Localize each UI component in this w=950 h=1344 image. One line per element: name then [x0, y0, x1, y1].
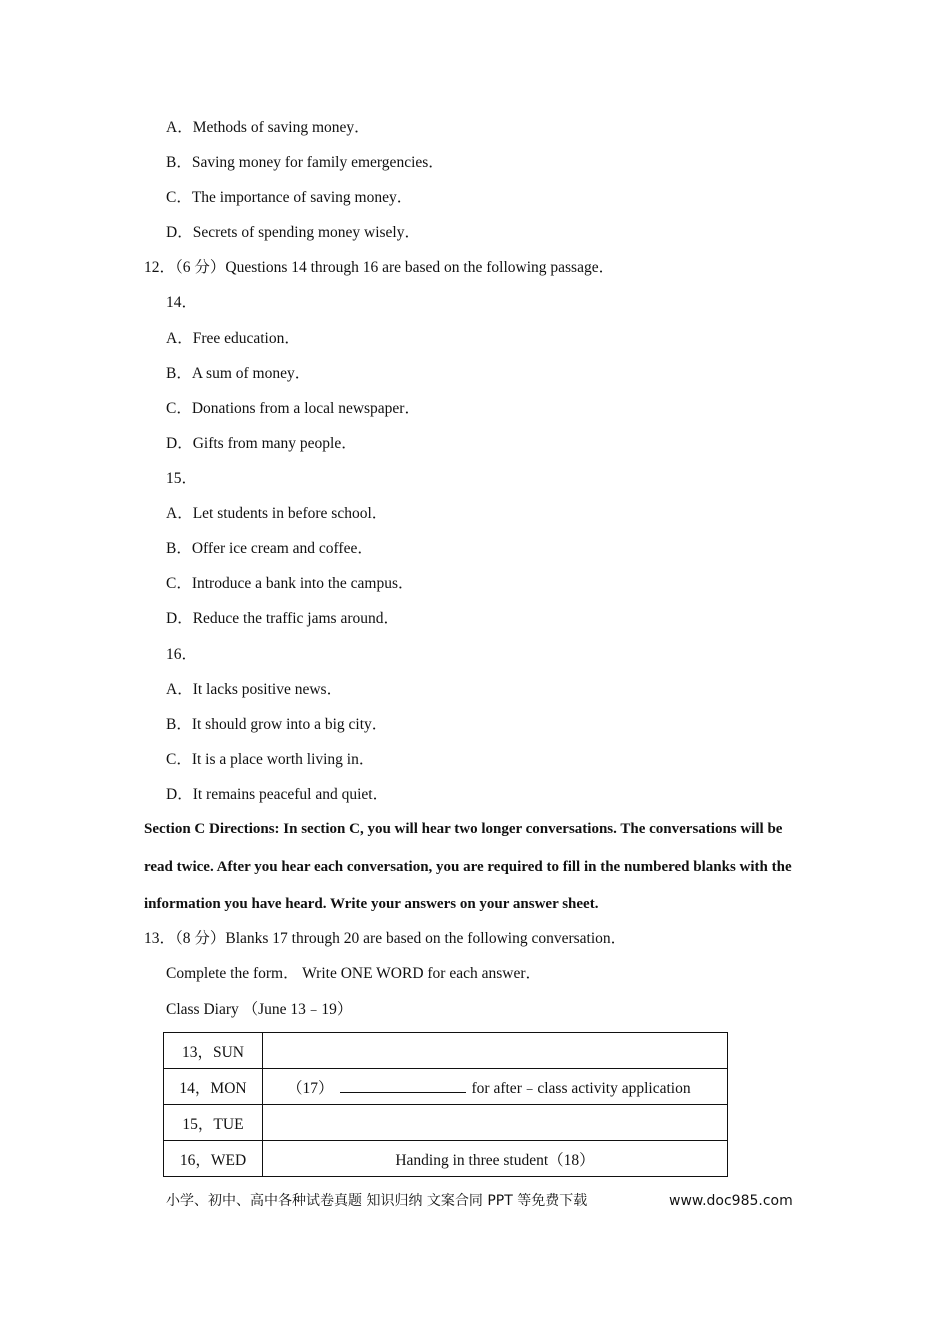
q12-header: 12．（6 分）Questions 14 through 16 are based on the following passage． — [144, 259, 615, 276]
table-row — [164, 1141, 728, 1177]
day-cell: 13，SUN — [164, 1033, 263, 1069]
q16-option-c: C．It is a place worth living in． — [166, 751, 375, 768]
q15-number: 15． — [166, 470, 198, 487]
answer-blank-17 — [340, 1078, 466, 1093]
q11-option-c: C．The importance of saving money． — [166, 189, 413, 206]
q11-option-a: A．Methods of saving money． — [166, 119, 370, 136]
footer — [166, 1191, 793, 1211]
event-cell — [263, 1069, 728, 1105]
q11-option-b: B．Saving money for family emergencies． — [166, 154, 444, 171]
blank-number: （17） — [287, 1079, 334, 1097]
footer-site-link[interactable]: www.doc985.com — [669, 1193, 793, 1209]
event-cell: Handing in three student（18） — [263, 1141, 728, 1177]
event-text: for after﹣class activity application — [471, 1079, 691, 1097]
q16-option-d: D．It remains peaceful and quiet． — [166, 786, 389, 803]
q13-instruction: Complete the form． Write ONE WORD for each answer． — [166, 965, 542, 982]
q14-option-d: D．Gifts from many people． — [166, 435, 357, 452]
q14-number: 14． — [166, 294, 198, 311]
q15-option-a: A．Let students in before school． — [166, 505, 388, 522]
q11-option-d: D．Secrets of spending money wisely． — [166, 224, 420, 241]
table-row — [164, 1069, 728, 1105]
q15-option-c: C．Introduce a bank into the campus． — [166, 575, 414, 592]
q16-option-a: A．It lacks positive news． — [166, 681, 343, 698]
table-row — [164, 1033, 728, 1069]
table-row — [164, 1105, 728, 1141]
q14-option-b: B．A sum of money． — [166, 365, 311, 382]
q16-number: 16． — [166, 646, 198, 663]
q15-option-d: D．Reduce the traffic jams around． — [166, 610, 399, 627]
q16-option-b: B．It should grow into a big city． — [166, 716, 388, 733]
q15-option-b: B．Offer ice cream and coffee． — [166, 540, 373, 557]
event-cell — [263, 1105, 728, 1141]
q14-option-c: C．Donations from a local newspaper． — [166, 400, 420, 417]
event-cell — [263, 1033, 728, 1069]
day-cell: 16，WED — [164, 1141, 263, 1177]
footer-text: 小学、初中、高中各种试卷真题 知识归纳 文案合同 PPT 等免费下载 — [166, 1193, 588, 1209]
diary-title: Class Diary （June 13﹣19） — [166, 1001, 353, 1018]
class-diary-table — [163, 1032, 728, 1177]
q14-option-a: A．Free education． — [166, 330, 300, 347]
q13-header: 13．（8 分）Blanks 17 through 20 are based on the following conversation． — [144, 930, 627, 947]
day-cell: 15，TUE — [164, 1105, 263, 1141]
section-c-directions: Section C Directions: In section C, you will hear two longer conversations. The conversations will be read twice. After you hear each conversation, you are required to fill in the numbered blanks with the information you have heard. Write your answers on your answer sheet. — [144, 821, 792, 912]
day-cell: 14，MON — [164, 1069, 263, 1105]
